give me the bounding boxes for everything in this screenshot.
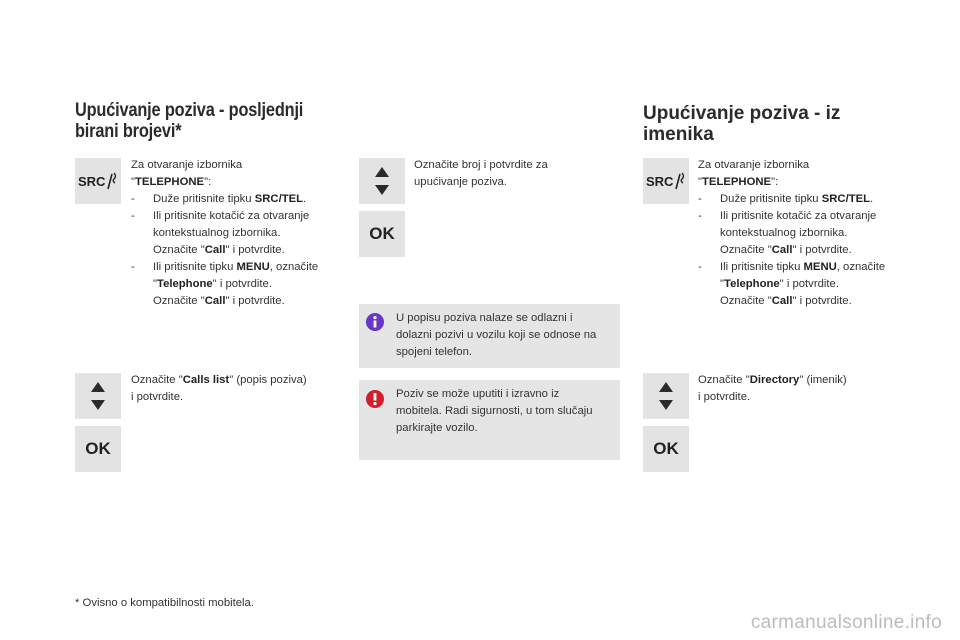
up-down-arrows-icon <box>371 163 393 199</box>
ok-label: OK <box>85 439 111 458</box>
right-item-3: - Ili pritisnite tipku MENU, označite <box>698 261 886 273</box>
left-telephone-key: TELEPHONE <box>135 176 205 188</box>
right-item-2: - Ili pritisnite kotačić za otvaranje <box>698 210 877 222</box>
left-item-1: - Duže pritisnite tipku SRC/TEL. <box>131 193 307 205</box>
ok-key-right <box>643 426 689 472</box>
left-item-3: - Ili pritisnite tipku MENU, označite <box>131 261 319 273</box>
src-tel-icon <box>645 169 687 193</box>
src-tel-icon <box>77 169 119 193</box>
up-down-arrows-key-middle <box>359 158 405 204</box>
footnote <box>75 597 254 609</box>
right-section-title <box>643 103 923 145</box>
footnote-asterisk: * <box>75 597 80 609</box>
left-title-line2: birani brojevi* <box>75 121 182 142</box>
footnote-text: Ovisno o kompatibilnosti mobitela. <box>79 597 254 609</box>
calls-list-key: Calls list <box>182 374 230 386</box>
watermark: carmanualsonline.info <box>750 612 942 633</box>
ok-label: OK <box>369 224 395 243</box>
ok-key-middle <box>359 211 405 257</box>
right-title-line2: imenika <box>643 124 714 145</box>
right-title-line1: Upućivanje poziva - iz <box>643 103 841 124</box>
ok-label: OK <box>653 439 679 458</box>
right-item-1: - Duže pritisnite tipku SRC/TEL. <box>698 193 874 205</box>
up-down-arrows-key-right <box>643 373 689 419</box>
warning-note: Poziv se može uputiti i izravno iz mobitela. Radi sigurnosti, u tom slučaju parkirajte vozilo. <box>359 380 620 460</box>
left-calls-list-block: Označite "Calls list" (popis poziva) i potvrdite. <box>131 374 307 403</box>
warning-icon <box>365 389 385 415</box>
info-note: U popisu poziva nalaze se odlazni i dolazni pozivi u vozilu koji se odnose na spojeni telefon. <box>359 304 620 368</box>
right-telephone-key: TELEPHONE <box>702 176 772 188</box>
up-down-arrows-icon <box>87 378 109 414</box>
left-title-line1: Upućivanje poziva - posljednji <box>75 100 304 121</box>
right-instructions-block: Za otvaranje izbornika "TELEPHONE": - Duže pritisnite tipku SRC/TEL. - Ili pritisnite kotačić za otvaranje kontekstualnog izbornika. Označite "Call" i potvrdite. - Ili pritisnite tipku MENU, označite "Telephone" i potvrdite. Označite "Call" i potvrdite. <box>698 157 918 310</box>
left-item-2: - Ili pritisnite kotačić za otvaranje <box>131 210 310 222</box>
src-tel-key-left <box>75 158 121 204</box>
up-down-arrows-key-left <box>75 373 121 419</box>
right-directory-block: Označite "Directory" (imenik) i potvrdite. <box>698 374 847 403</box>
up-down-arrows-icon <box>655 378 677 414</box>
info-icon <box>365 312 385 338</box>
src-label: SRC <box>646 174 674 189</box>
left-section-title <box>75 100 333 142</box>
src-tel-key-right <box>643 158 689 204</box>
left-instructions-block: Za otvaranje izbornika "TELEPHONE": - Duže pritisnite tipku SRC/TEL. - Ili pritisnite kotačić za otvaranje kontekstualnog izbornika. Označite "Call" i potvrdite. - Ili pritisnite tipku MENU, označite "Telephone" i potvrdite. Označite "Call" i potvrdite. <box>131 157 351 310</box>
ok-key-left <box>75 426 121 472</box>
directory-key: Directory <box>749 374 800 386</box>
middle-instructions-block: Označite broj i potvrdite za upućivanje poziva. <box>414 159 548 188</box>
src-label: SRC <box>78 174 106 189</box>
left-intro-line: Za otvaranje izbornika <box>131 159 243 171</box>
